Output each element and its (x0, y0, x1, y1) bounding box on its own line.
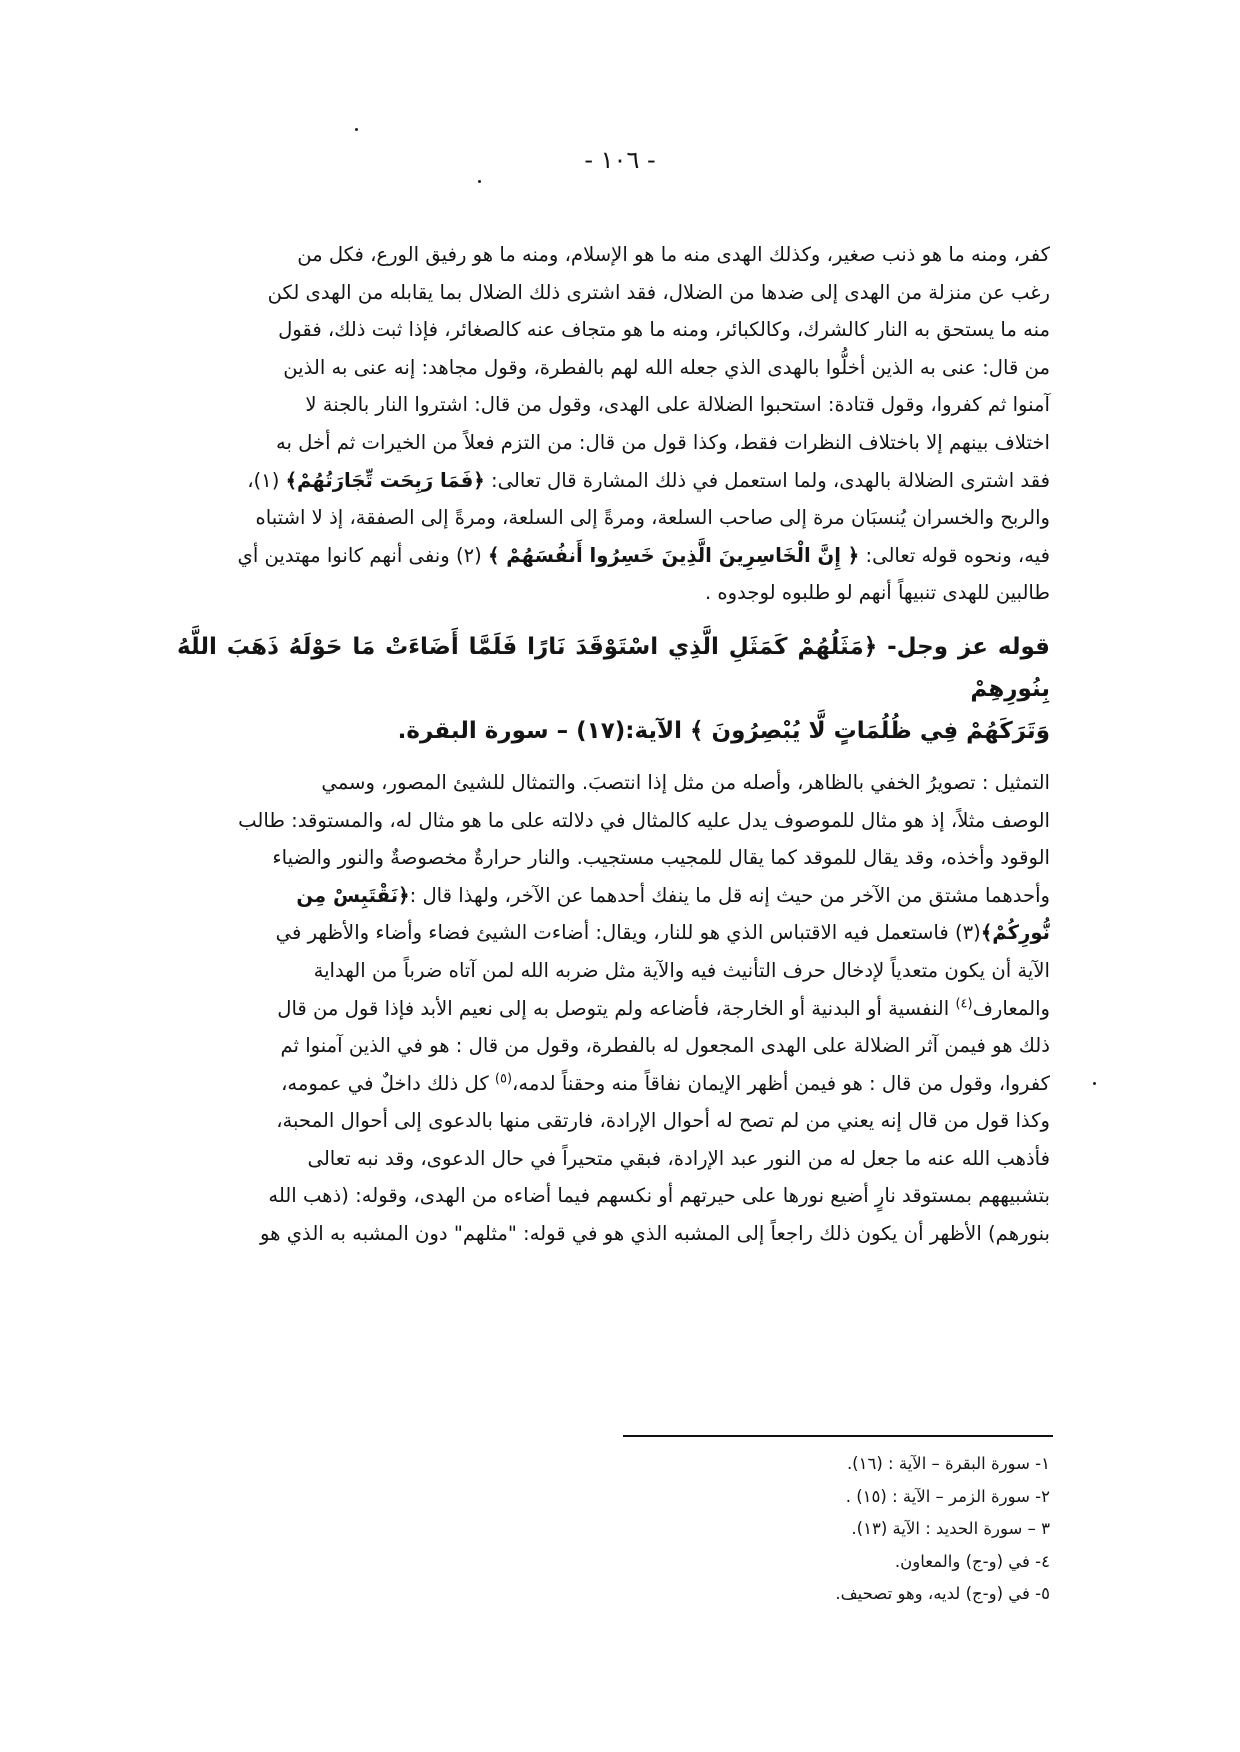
paragraph-1 (177, 236, 1050, 612)
footnote-item: ٣ – سورة الحديد : الآية (١٣). (851, 1519, 1050, 1538)
footnote-item: ٤- في (و-ج) والمعاون. (894, 1551, 1050, 1571)
paragraph-2 (177, 764, 1050, 1253)
scan-speck (1093, 1082, 1096, 1085)
text-line: التمثيل : تصويرُ الخفي بالظاهر، وأصله من مثل إذا انتصبَ. والتمثال للشيئ المصور، وسمي (321, 770, 1050, 794)
section-heading (177, 626, 1050, 752)
text-line: طالبين للهدى تنبيهاً أنهم لو طلبوه لوجدوه . (704, 581, 1050, 605)
quran-verse: ﴿ إِنَّ الْخَاسِرِينَ الَّذِينَ خَسِرُوا أَنفُسَهُمْ ﴾ (488, 543, 860, 567)
quran-verse: نُّورِكُمْ﴾ (980, 921, 1050, 945)
heading-reference: الآية:(١٧) – سورة البقرة. (397, 717, 691, 744)
text-line: والربح والخسران يُنسبَان مرة إلى صاحب السلعة، ومرةً إلى السلعة، ومرةً إلى الصفقة، إذ لا اشتباه (255, 506, 1050, 530)
text-line (177, 462, 1050, 500)
text-span: فقد اشترى الضلالة بالهدى، ولما استعمل في ذلك المشارة قال تعالى: (484, 468, 1050, 492)
heading-verse: وَتَرَكَهُمْ فِي ظُلُمَاتٍ لَّا يُبْصِرُونَ ﴾ (690, 717, 1050, 744)
text-line (177, 537, 1050, 575)
scan-speck (355, 128, 358, 131)
footnote-item: ١- سورة البقرة – الآية : (١٦). (846, 1454, 1050, 1473)
text-line: من قال: عنى به الذين أخلُّوا بالهدى الذي جعله الله لهم بالفطرة، وقول مجاهد: إنه عنى به الذين (283, 355, 1050, 379)
text-span: (١)، (247, 468, 286, 492)
quran-verse: ﴿فَمَا رَبِحَت تِّجَارَتُهُمْ﴾ (285, 468, 485, 492)
footnote-item: ٥- في (و-ج) لديه، وهو تصحيف. (835, 1584, 1050, 1603)
main-text (177, 236, 1050, 1253)
heading-prefix: قوله عز وجل- (877, 633, 1050, 660)
text-line: وكذا قول من قال إنه يعني من لم تصح له أحوال الإرادة، فارتقى منها بالدعوى إلى أحوال المحبة، (276, 1109, 1050, 1133)
text-span: كفروا، وقول من قال : هو فيمن أظهر الإيمان نفاقاً منه وحقناً لدمه، (512, 1071, 1050, 1095)
text-line: اختلاف بينهم إلا باختلاف النظرات فقط، وكذا قول من قال: من التزم فعلاً من الخيرات ثم أخل به (275, 430, 1050, 454)
footnote-item: ٢- سورة الزمر – الآية : (١٥) . (845, 1486, 1050, 1506)
text-line (177, 1065, 1050, 1103)
text-line: الوقود وأخذه، وقد يقال للموقد كما يقال للمجيب مستجيب. والنار حرارةٌ مخصوصةٌ والنور والضياء (272, 846, 1050, 870)
text-span: فيه، ونحوه قوله تعالى: (859, 543, 1050, 567)
text-line: منه ما يستحق به النار كالشرك، وكالكبائر، ومنه ما هو متجاف عنه كالصغائر، فإذا ثبت ذلك، فقول (278, 318, 1050, 342)
text-span: كل ذلك داخلٌ في عمومه، (281, 1071, 495, 1095)
text-line: آمنوا ثم كفروا، وقول قتادة: استحبوا الضلالة على الهدى، وقول من قال: اشتروا النار بالجنة لا (305, 393, 1050, 417)
footnote-divider (623, 1435, 1053, 1437)
text-span: والمعارف (972, 996, 1050, 1020)
footnote-ref[interactable]: (٤) (955, 995, 973, 1011)
text-span: (٣) فاستعمل فيه الاقتباس الذي هو للنار، ويقال: أضاءت الشيئ فضاء وأضاء والأظهر في (275, 921, 981, 945)
text-line: ذلك هو فيمن آثر الضلالة على الهدى المجعول له بالفطرة، وقول من قال : هو في الذين آمنوا ثم (280, 1034, 1050, 1058)
scan-speck (478, 180, 481, 183)
quran-verse: ﴿نَقْتَبِسْ مِن (296, 883, 410, 907)
text-line: كفر، ومنه ما هو ذنب صغير، وكذلك الهدى منه ما هو الإسلام، ومنه ما هو رفيق الورع، فكل من (297, 243, 1050, 266)
text-line: رغب عن منزلة من الهدى إلى ضدها من الضلال، فقد اشترى ذلك الضلال بما يقابله من الهدى لكن (267, 280, 1050, 304)
footnote-ref[interactable]: (٥) (494, 1071, 513, 1087)
footnotes (560, 1448, 1050, 1611)
heading-verse: ﴿مَثَلُهُمْ كَمَثَلِ الَّذِي اسْتَوْقَدَ نَارًا فَلَمَّا أَضَاءَتْ مَا حَوْلَهُ ذَهَبَ اللَّهُ بِنُورِهِمْ (177, 633, 1050, 702)
text-span: وأحدهما مشتق من الآخر من حيث إنه قل ما ينفك أحدهما عن الآخر، ولهذا قال : (409, 883, 1050, 907)
text-line: بنورهم) الأظهر أن يكون ذلك راجعاً إلى المشبه الذي هو في قوله: "مثلهم" دون المشبه به الذي هو (260, 1222, 1050, 1246)
text-line: بتشبيههم بمستوقد نارٍ أضيع نورها على حيرتهم أو نكسهم فيما أضاءه من الهدى، وقوله: (ذهب الله (268, 1184, 1050, 1208)
text-line: الوصف مثلاً، إذ هو مثال للموصوف يدل عليه كالمثال في دلالته على ما هو مثال له، والمستوقد: طالب (238, 808, 1050, 832)
text-span: النفسية أو البدنية أو الخارجة، فأضاعه ولم يتوصل به إلى نعيم الأبد فإذا قول من قال (277, 996, 956, 1020)
text-span: (٢) ونفى أنهم كانوا مهتدين أي (237, 543, 488, 567)
text-line: فأذهب الله عنه ما جعل له من النور عبد الإرادة، فبقي متحيراً في حال الدعوى، وقد نبه تعالى (307, 1146, 1050, 1170)
page-number: - ١٠٦ - (584, 146, 656, 174)
text-line: الآية أن يكون متعدياً لإدخال حرف التأنيث فيه والآية مثل ضربه الله لمن آتاه ضرباً من الهداية (313, 958, 1050, 982)
text-line (177, 914, 1050, 952)
text-line (177, 877, 1050, 915)
text-line (177, 990, 1050, 1028)
